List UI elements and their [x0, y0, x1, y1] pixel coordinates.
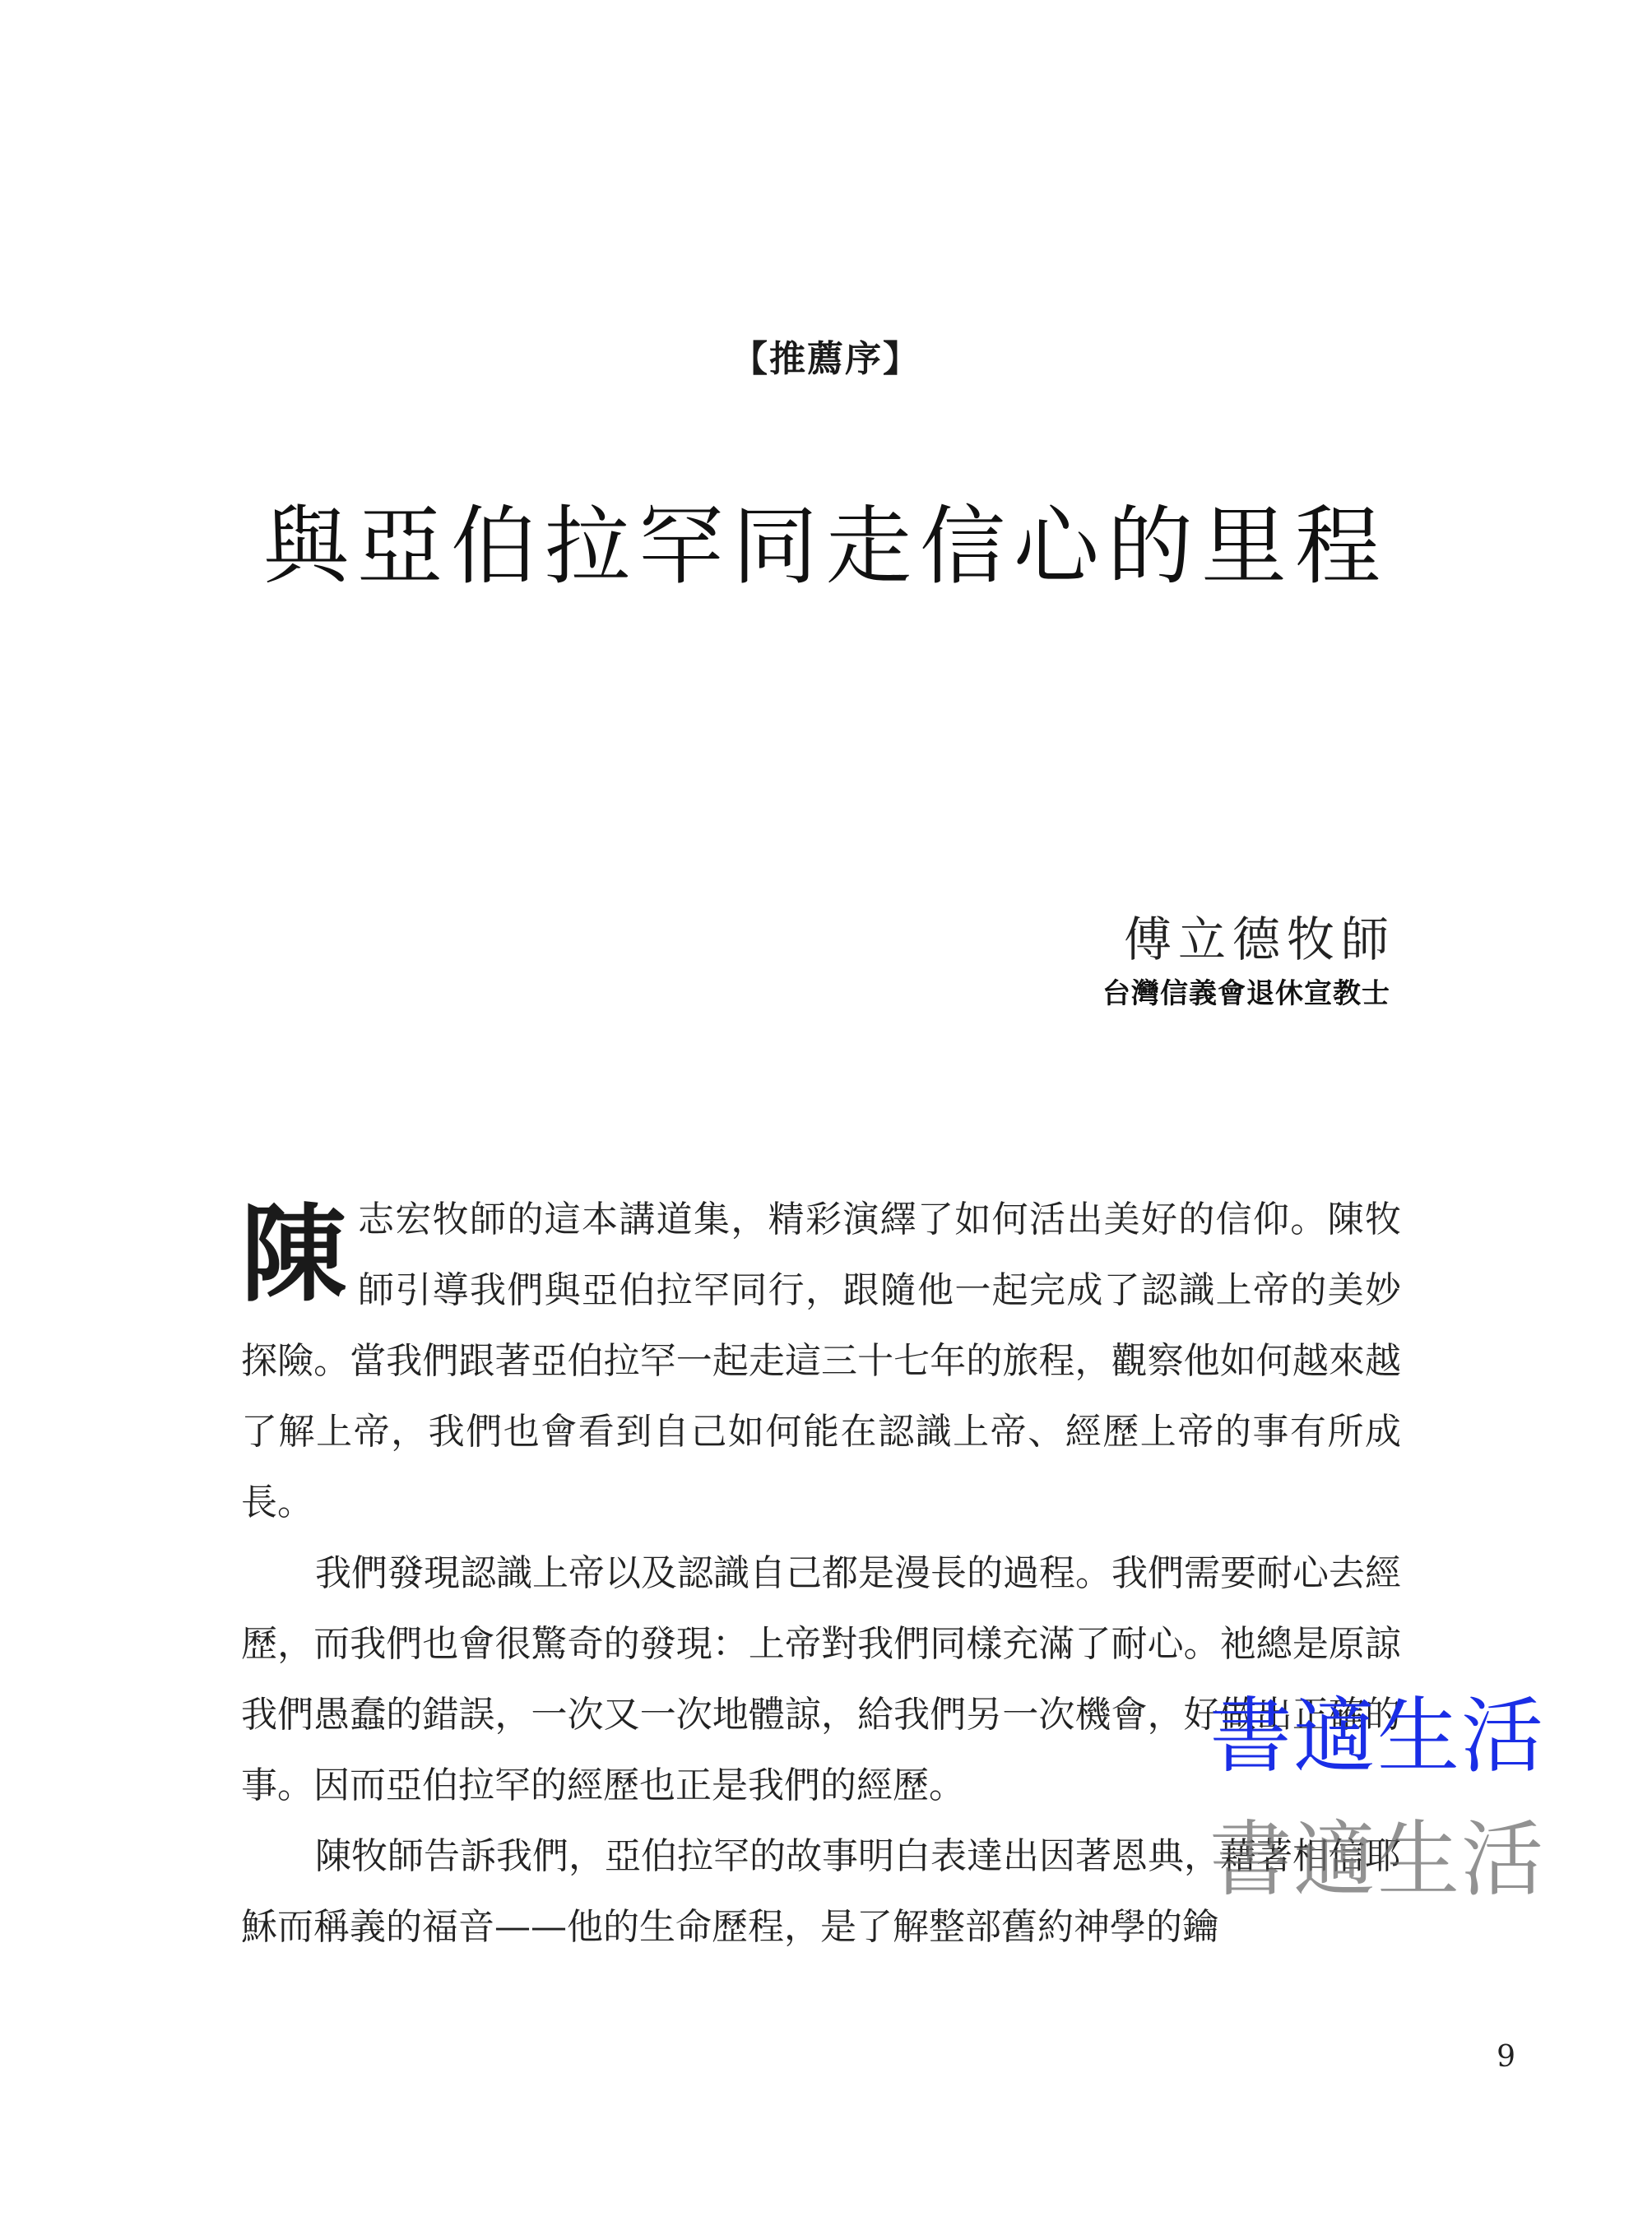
watermark-gray: 書適生活 [1209, 1811, 1545, 1908]
watermark-blue: 書適生活 [1209, 1688, 1545, 1784]
author-name: 傅立德牧師 [1123, 911, 1395, 967]
paragraph-3: 陳牧師告訴我們，亞伯拉罕的故事明白表達出因著恩典，藉著相信耶穌而稱義的福音——他的生命歷程，是了解整部舊約神學的鑰 [241, 1835, 1401, 1948]
paragraph-1 [241, 1185, 1401, 1538]
paragraph-1-text: 志宏牧師的這本講道集，精彩演繹了如何活出美好的信仰。陳牧師引導我們與亞伯拉罕同行，跟隨他一起完成了認識上帝的美妙探險。當我們跟著亞伯拉罕一起走這三十七年的旅程，觀察他如何越來越了解上帝，我們也會看到自己如何能在認識上帝、經歷上帝的事有所成長。 [241, 1199, 1401, 1523]
section-label: 【推薦序】 [731, 338, 921, 380]
dropcap: 陳 [241, 1193, 347, 1316]
page-number: 9 [1497, 2040, 1515, 2074]
paragraph-2: 我們發現認識上帝以及認識自己都是漫長的過程。我們需要耐心去經歷，而我們也會很驚奇的發現：上帝對我們同樣充滿了耐心。祂總是原諒我們愚蠢的錯誤，一次又一次地體諒，給我們另一次機會，好做出正確的事。因而亞伯拉罕的經歷也正是我們的經歷。 [241, 1552, 1401, 1806]
author-role: 台灣信義會退休宣教士 [1102, 977, 1390, 1010]
page-title: 與亞伯拉罕同走信心的里程 [262, 496, 1389, 596]
